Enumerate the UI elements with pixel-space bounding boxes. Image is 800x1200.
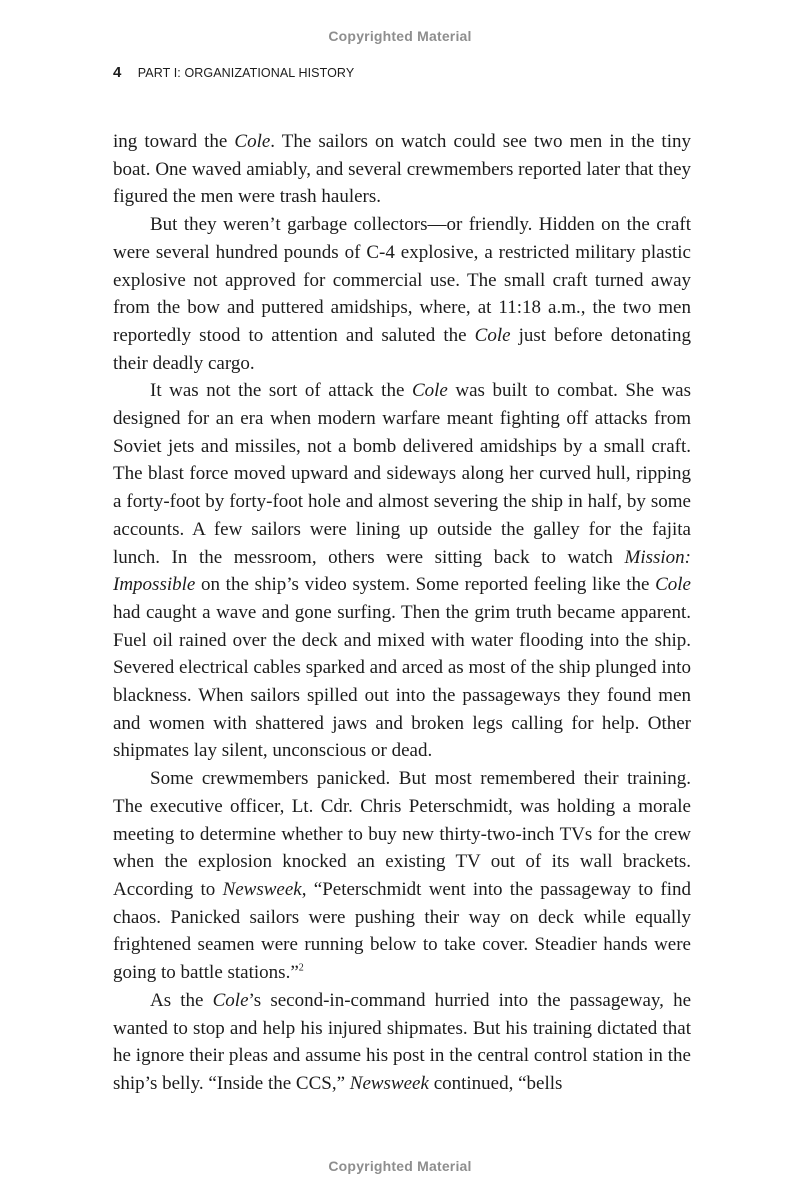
italic-ship-name: Cole	[411, 380, 448, 402]
section-title: PART I: ORGANIZATIONAL HISTORY	[137, 66, 355, 80]
text-run: ing toward the	[113, 131, 235, 152]
italic-ship-name: Cole	[474, 324, 511, 346]
copyright-watermark-bottom: Copyrighted Material	[328, 1158, 472, 1174]
text-run: As the	[150, 989, 213, 1011]
text-run: But they weren’t garbage collectors—or friendly. Hidden on the craft were several hundred pounds of C-4 explosive, a restricted military plastic explosive not approved for commercial use. The small craft turned away from the bow and puttered amidships, where, at 11:18 a.m., the two men reportedly stood to attention and saluted the	[113, 214, 691, 346]
italic-publication: Newsweek	[349, 1072, 429, 1094]
footnote-reference[interactable]: 2	[298, 962, 304, 974]
italic-ship-name: Cole	[212, 989, 249, 1011]
text-run: just before detonating their deadly cargo.	[113, 324, 691, 374]
text-run: , “Peterschmidt went into the passageway to find chaos. Panicked sailors were pushing their way on deck while equally frightened seamen were running below to take cover. Steadier hands were going to battle stations.”	[113, 878, 691, 984]
text-run: It was not the sort of attack the	[150, 380, 412, 402]
italic-ship-name: Cole	[234, 131, 271, 152]
text-run: was built to combat. She was designed for an era when modern warfare meant fighting off attacks from Soviet jets and missiles, not a bomb delivered amidships by a small craft. The blast force moved upward and sideways along her curved hull, ripping a forty-foot by forty-foot hole and almost severing the ship in half, by some accounts. A few sailors were lining up outside the galley for the fajita lunch. In the messroom, others were sitting back to watch	[113, 380, 692, 568]
copyright-watermark-top: Copyrighted Material	[328, 28, 472, 44]
italic-publication: Newsweek	[222, 878, 302, 900]
text-run: . The sailors on watch could see two men in the tiny boat. One waved amiably, and several crewmembers reported later that they figured the men were trash haulers.	[113, 131, 691, 208]
text-run: had caught a wave and gone surfing. Then the grim truth became apparent. Fuel oil rained over the deck and mixed with water flooding into the ship. Severed electrical cables sparked and arced as most of the ship plunged into blackness. When sailors spilled out into the passageways they found men and women with shattered jaws and broken legs calling for help. Other shipmates lay silent, unconscious or dead.	[113, 601, 691, 762]
paragraph-3	[113, 377, 691, 765]
paragraph-4	[113, 765, 691, 987]
paragraph-2	[113, 211, 691, 377]
running-head	[113, 64, 354, 82]
paragraph-5	[113, 987, 691, 1098]
text-run: on the ship’s video system. Some reported feeling like the	[195, 574, 656, 596]
italic-ship-name: Cole	[655, 574, 691, 596]
paragraph-1	[113, 128, 691, 211]
italic-film-title: Mission: Impossible	[113, 546, 691, 596]
body-text	[113, 128, 691, 1098]
text-run: Some crewmembers panicked. But most remembered their training. The executive officer, Lt. Cdr. Chris Peterschmidt, was holding a morale meeting to determine whether to buy new thirty-two-inch TVs for the crew when the explosion knocked an existing TV out of its wall brackets. According to	[113, 768, 691, 900]
text-run: ’s second-in-command hurried into the passageway, he wanted to stop and help his injured shipmates. But his training dictated that he ignore their pleas and assume his post in the central control station in the ship’s belly. “Inside the CCS,”	[113, 989, 691, 1094]
text-run: continued, “bells	[428, 1072, 563, 1094]
page-number: 4	[113, 64, 122, 81]
